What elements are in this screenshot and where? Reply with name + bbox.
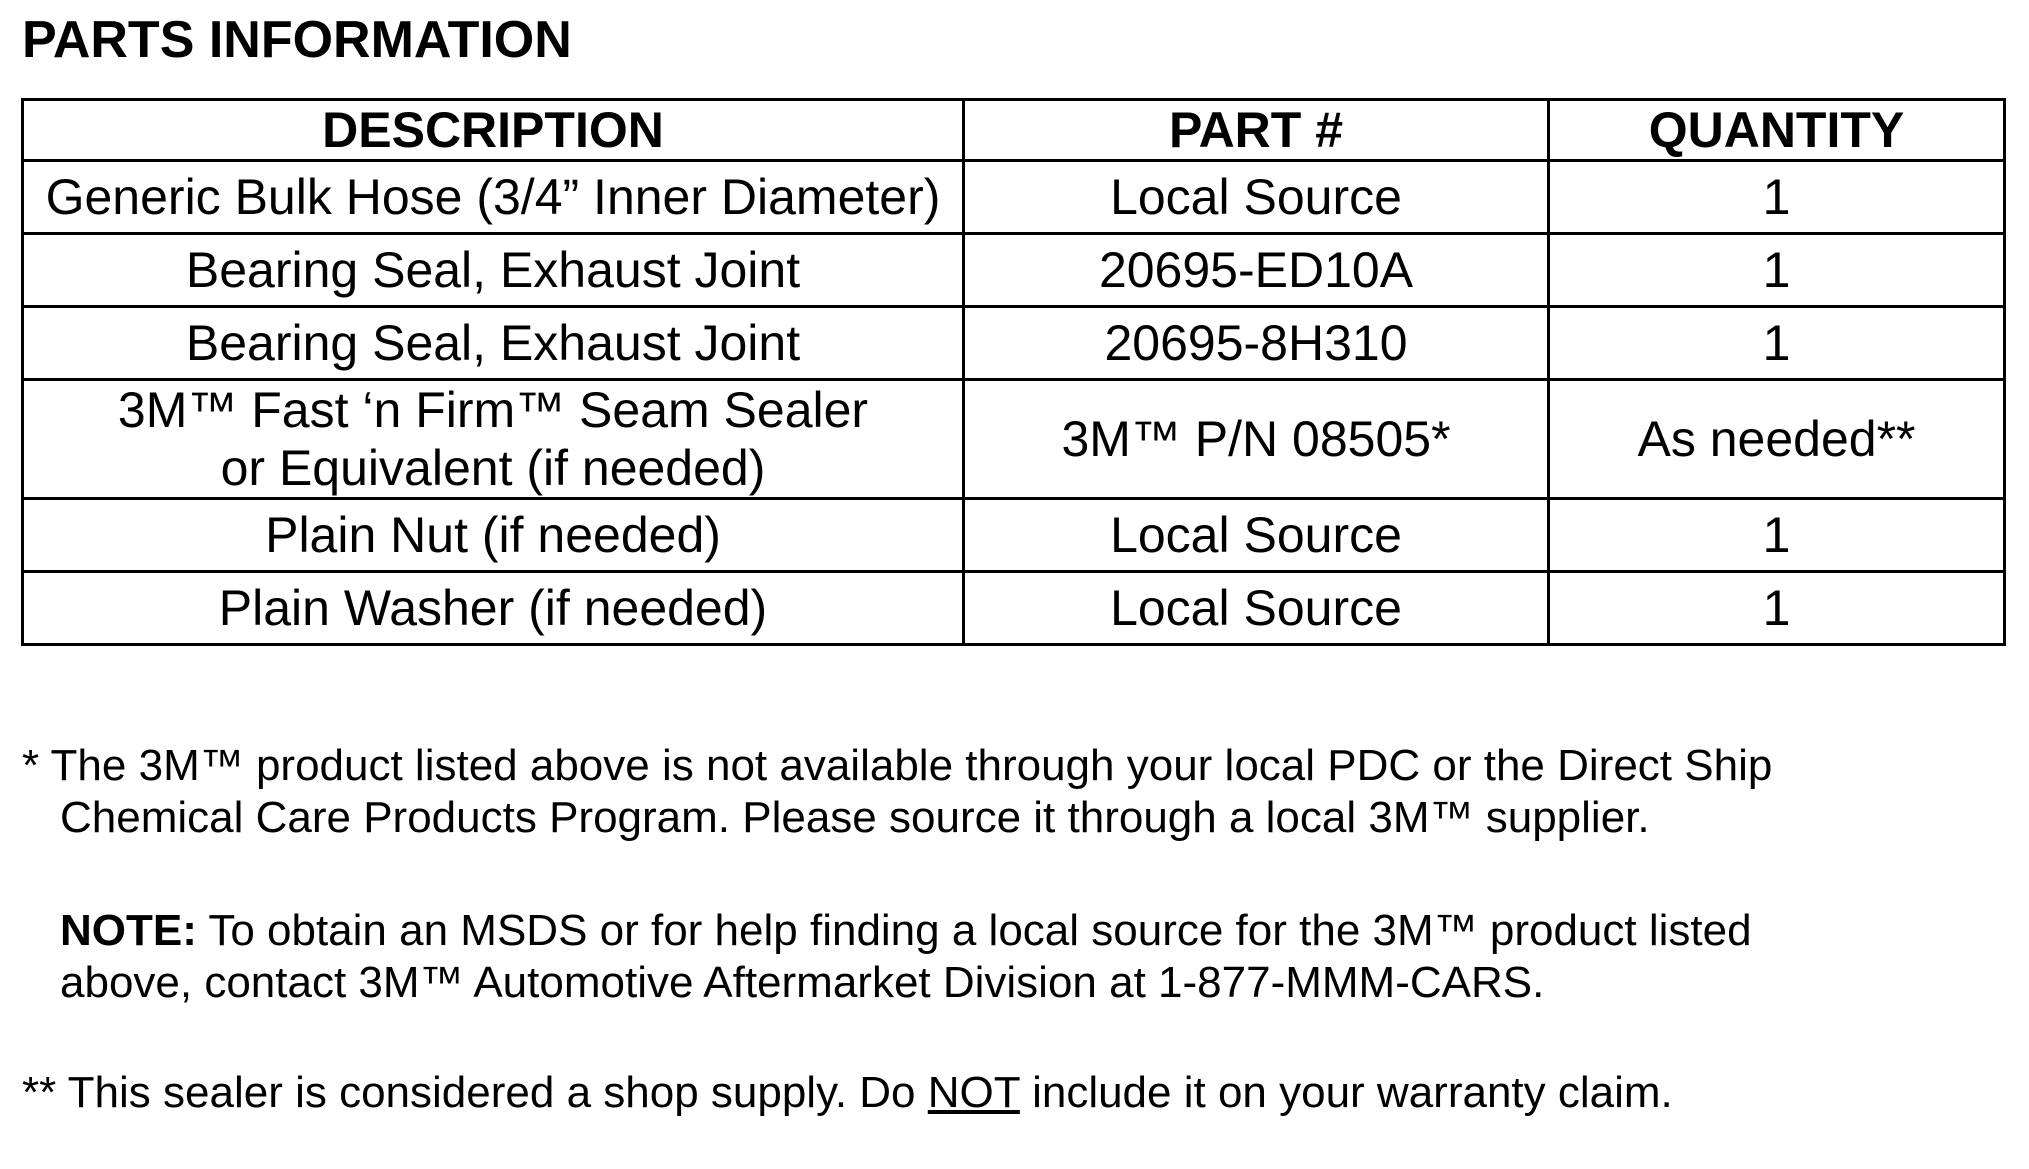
page-title: PARTS INFORMATION <box>22 11 572 69</box>
cell-quantity: 1 <box>1549 307 2005 380</box>
cell-part-number: 20695-8H310 <box>964 307 1549 380</box>
footnote-availability-line2: Chemical Care Products Program. Please source it through a local 3M™ supplier. <box>60 793 1650 842</box>
header-quantity: QUANTITY <box>1549 100 2005 161</box>
table-header-row <box>23 100 2005 161</box>
msds-note-line2: above, contact 3M™ Automotive Aftermarket Division at 1-877-MMM-CARS. <box>60 958 1545 1007</box>
footnote-shop-supply-emphasis: NOT <box>927 1068 1020 1117</box>
table-row <box>23 161 2005 234</box>
header-description: DESCRIPTION <box>23 100 964 161</box>
footnote-availability-line1: * The 3M™ product listed above is not available through your local PDC or the Direct Ship <box>22 741 1773 790</box>
footnote-shop-supply <box>22 1067 1673 1119</box>
cell-description: Generic Bulk Hose (3/4” Inner Diameter) <box>23 161 964 234</box>
cell-part-number: Local Source <box>964 161 1549 234</box>
cell-part-number: Local Source <box>964 499 1549 572</box>
table-row <box>23 572 2005 645</box>
cell-description <box>23 380 964 499</box>
header-part-number: PART # <box>964 100 1549 161</box>
note-label: NOTE: <box>60 906 197 955</box>
footnote-shop-supply-before: ** This sealer is considered a shop supply. Do <box>22 1068 928 1117</box>
parts-table <box>21 98 2006 646</box>
cell-part-number: 3M™ P/N 08505* <box>964 380 1549 499</box>
cell-quantity: 1 <box>1549 499 2005 572</box>
table-row <box>23 307 2005 380</box>
cell-part-number: 20695-ED10A <box>964 234 1549 307</box>
msds-note-line1-text: To obtain an MSDS or for help finding a local source for the 3M™ product listed <box>196 906 1752 955</box>
cell-description: Plain Washer (if needed) <box>23 572 964 645</box>
msds-note <box>60 905 1752 1009</box>
table-row <box>23 234 2005 307</box>
cell-description-line1: 3M™ Fast ‘n Firm™ Seam Sealer <box>117 382 869 438</box>
footnote-availability <box>22 740 1772 844</box>
cell-description: Plain Nut (if needed) <box>23 499 964 572</box>
cell-part-number: Local Source <box>964 572 1549 645</box>
cell-quantity: 1 <box>1549 161 2005 234</box>
cell-quantity: 1 <box>1549 572 2005 645</box>
footnote-shop-supply-after: include it on your warranty claim. <box>1019 1068 1673 1117</box>
cell-quantity: As needed** <box>1549 380 2005 499</box>
cell-description-line2: or Equivalent (if needed) <box>220 440 766 496</box>
table-row <box>23 380 2005 499</box>
msds-note-line1 <box>60 905 1752 957</box>
cell-description: Bearing Seal, Exhaust Joint <box>23 234 964 307</box>
cell-description: Bearing Seal, Exhaust Joint <box>23 307 964 380</box>
cell-quantity: 1 <box>1549 234 2005 307</box>
table-row <box>23 499 2005 572</box>
